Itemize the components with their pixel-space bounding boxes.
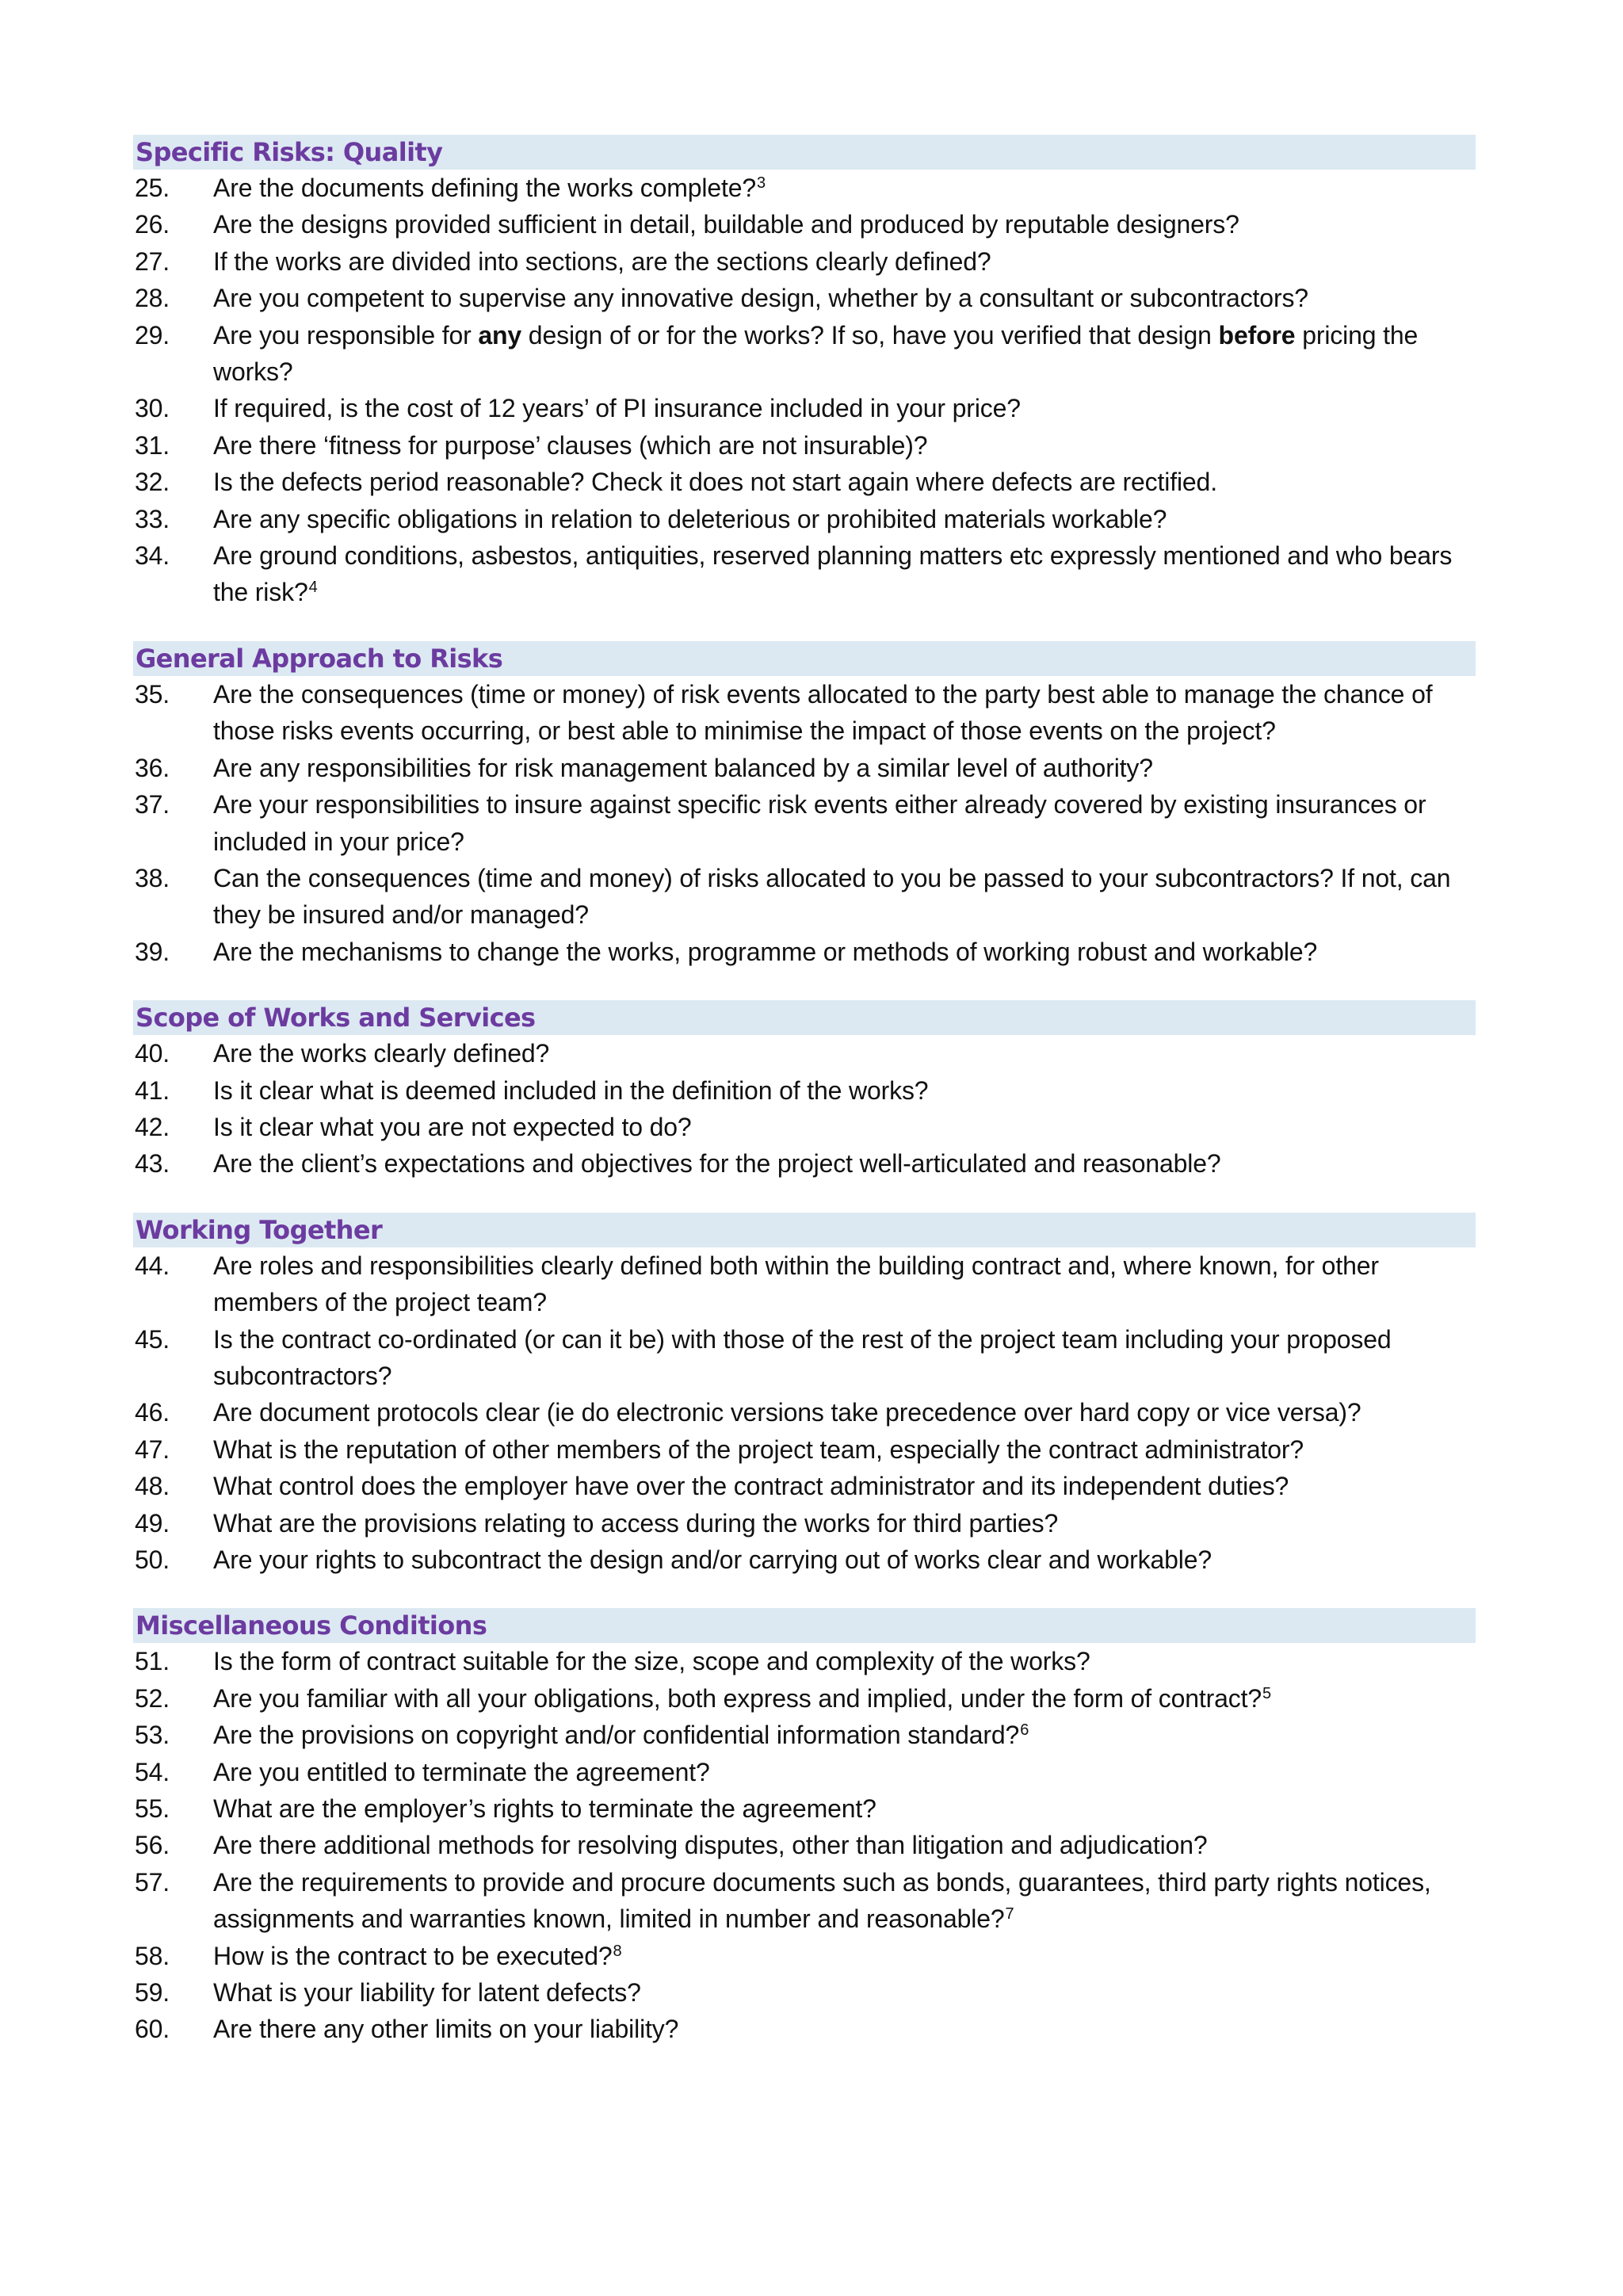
- question-number: 51.: [135, 1647, 170, 1676]
- question-text-run: Is the form of contract suitable for the size, scope and complexity of the works?: [213, 1647, 1090, 1676]
- question-number: 42.: [135, 1112, 170, 1141]
- question-text-run: Are there ‘fitness for purpose’ clauses (which are not insurable)?: [213, 430, 928, 460]
- question-text: [213, 1545, 1212, 1574]
- question-text-run: Are your responsibilities to insure against specific risk events either already covered by existing insurances or included in your price?: [213, 790, 1426, 856]
- question-text: [213, 1831, 1208, 1859]
- question-text: [213, 1325, 1392, 1390]
- question-text-run: Are the provisions on copyright and/or confidential information standard?: [213, 1721, 1020, 1750]
- question-item: [133, 1938, 1476, 1974]
- question-item: [133, 1145, 1476, 1182]
- question-text: [213, 1978, 641, 2007]
- question-text: [213, 2015, 678, 2043]
- question-text: [213, 1113, 692, 1141]
- question-item: [133, 501, 1476, 537]
- checklist-section: [133, 1608, 1476, 2047]
- question-text-run: Are document protocols clear (ie do electronic versions take precedence over hard copy or vice versa)?: [213, 1398, 1361, 1427]
- question-number: 54.: [135, 1757, 170, 1786]
- footnote-reference: 7: [1005, 1905, 1014, 1924]
- question-number: 36.: [135, 753, 170, 782]
- question-number: 59.: [135, 1978, 170, 2008]
- question-item: [133, 1505, 1476, 1541]
- question-text: [213, 468, 1217, 496]
- section-heading: Miscellaneous Conditions: [133, 1608, 1476, 1643]
- question-text: [213, 1942, 621, 1970]
- question-number: 45.: [135, 1324, 170, 1354]
- question-text-run: If required, is the cost of 12 years’ of PI insurance included in your price?: [213, 394, 1021, 423]
- question-list: [133, 1035, 1476, 1182]
- question-number: 31.: [135, 430, 170, 460]
- question-list: [133, 1643, 1476, 2047]
- question-item: [133, 1717, 1476, 1753]
- checklist-section: [133, 135, 1476, 611]
- checklist-section: [133, 641, 1476, 970]
- question-text-run: Are the works clearly defined?: [213, 1039, 550, 1068]
- question-text-run: Are any specific obligations in relation to deleterious or prohibited materials workable?: [213, 504, 1167, 533]
- question-text-run: pricing the works?: [213, 320, 1419, 387]
- question-text-run: What are the employer’s rights to terminate the agreement?: [213, 1794, 876, 1824]
- question-number: 49.: [135, 1508, 170, 1538]
- question-item: [133, 1072, 1476, 1109]
- question-text: [213, 1684, 1271, 1713]
- question-item: [133, 427, 1476, 464]
- question-text-run: Are any responsibilities for risk management balanced by a similar level of authority?: [213, 753, 1153, 782]
- question-text-run: Can the consequences (time and money) of risks allocated to you be passed to your subcontractors? If not, can they be insured and/or managed?: [213, 863, 1451, 930]
- question-text: [213, 1251, 1379, 1316]
- question-text-run: Are ground conditions, asbestos, antiquities, reserved planning matters etc expressly mentioned and who bears the risk?: [213, 541, 1453, 607]
- question-number: 26.: [135, 210, 170, 239]
- question-text: [213, 680, 1432, 745]
- question-item: [133, 1754, 1476, 1790]
- question-item: [133, 934, 1476, 970]
- question-text-run: Are the mechanisms to change the works, programme or methods of working robust and workable?: [213, 937, 1318, 966]
- checklist-section: [133, 1000, 1476, 1182]
- footnote-reference: 5: [1262, 1684, 1271, 1702]
- question-item: [133, 1541, 1476, 1578]
- question-text-run: Are the consequences (time or money) of risk events allocated to the party best able to manage the chance of those risks events occurring, or best able to minimise the impact of those events on the project?: [213, 679, 1433, 746]
- question-text: [213, 541, 1452, 606]
- question-number: 55.: [135, 1794, 170, 1824]
- checklist-section: [133, 1213, 1476, 1579]
- question-number: 43.: [135, 1149, 170, 1179]
- question-text: [213, 1758, 710, 1786]
- question-text-emphasis: before: [1218, 320, 1296, 350]
- question-number: 25.: [135, 174, 170, 202]
- question-text: [213, 174, 766, 202]
- question-text: [213, 321, 1418, 386]
- question-text: [213, 431, 927, 460]
- question-item: [133, 1035, 1476, 1072]
- question-item: [133, 1468, 1476, 1504]
- question-item: [133, 786, 1476, 860]
- question-text: [213, 790, 1426, 855]
- question-text-run: Are the requirements to provide and procure documents such as bonds, guarantees, third party rights notices, assignments and warranties known, limited in number and reasonable?: [213, 1867, 1431, 1934]
- question-number: 27.: [135, 246, 170, 276]
- question-item: [133, 1321, 1476, 1395]
- question-number: 60.: [135, 2015, 170, 2044]
- question-text: [213, 1076, 928, 1105]
- question-item: [133, 1864, 1476, 1938]
- question-number: 56.: [135, 1831, 170, 1860]
- question-text-run: What control does the employer have over the contract administrator and its independent duties?: [213, 1472, 1289, 1501]
- question-number: 34.: [135, 541, 170, 571]
- question-item: [133, 1109, 1476, 1145]
- question-text-run: Are roles and responsibilities clearly defined both within the building contract and, where known, for other members of the project team?: [213, 1251, 1379, 1317]
- question-text-run: What are the provisions relating to access during the works for third parties?: [213, 1508, 1059, 1538]
- question-text: [213, 1794, 876, 1823]
- question-item: [133, 464, 1476, 500]
- question-text: [213, 754, 1153, 782]
- question-item: [133, 1827, 1476, 1863]
- question-item: [133, 1790, 1476, 1827]
- question-number: 53.: [135, 1721, 170, 1750]
- question-number: 35.: [135, 679, 170, 709]
- question-text-run: Are the client’s expectations and objectives for the project well-articulated and reasonable?: [213, 1149, 1221, 1179]
- question-item: [133, 537, 1476, 611]
- question-item: [133, 390, 1476, 426]
- question-text-run: Are there additional methods for resolving disputes, other than litigation and adjudication?: [213, 1831, 1208, 1860]
- section-heading: Scope of Works and Services: [133, 1000, 1476, 1035]
- question-number: 29.: [135, 320, 170, 350]
- question-text-run: Are your rights to subcontract the design and/or carrying out of works clear and workable?: [213, 1545, 1212, 1574]
- question-text: [213, 505, 1167, 533]
- question-text: [213, 1509, 1058, 1538]
- question-number: 39.: [135, 937, 170, 966]
- question-item: [133, 1247, 1476, 1321]
- question-text: [213, 1435, 1304, 1464]
- question-number: 33.: [135, 504, 170, 533]
- footnote-reference: 3: [757, 174, 766, 192]
- section-heading: Working Together: [133, 1213, 1476, 1247]
- question-text-run: What is your liability for latent defects?: [213, 1978, 641, 2008]
- question-item: [133, 1394, 1476, 1431]
- question-item: [133, 317, 1476, 391]
- question-list: [133, 676, 1476, 970]
- question-number: 30.: [135, 394, 170, 423]
- question-text-run: If the works are divided into sections, are the sections clearly defined?: [213, 246, 991, 276]
- question-item: [133, 206, 1476, 243]
- question-number: 38.: [135, 863, 170, 892]
- question-text: [213, 1472, 1289, 1500]
- question-text-run: Is it clear what is deemed included in the definition of the works?: [213, 1075, 929, 1105]
- footnote-reference: 4: [308, 579, 318, 597]
- question-text-run: Are you entitled to terminate the agreement?: [213, 1757, 710, 1786]
- question-item: [133, 860, 1476, 934]
- question-text-run: Is the contract co-ordinated (or can it be) with those of the rest of the project team including your proposed subcontractors?: [213, 1324, 1392, 1390]
- question-number: 37.: [135, 790, 170, 819]
- question-number: 32.: [135, 468, 170, 497]
- question-text: [213, 210, 1239, 239]
- question-text-run: Are you responsible for: [213, 320, 479, 350]
- question-text: [213, 1149, 1221, 1178]
- footnote-reference: 6: [1020, 1721, 1029, 1740]
- question-text: [213, 1398, 1361, 1427]
- question-item: [133, 676, 1476, 750]
- question-number: 48.: [135, 1472, 170, 1501]
- question-text-run: Are the documents defining the works complete?: [213, 174, 757, 202]
- question-text: [213, 247, 991, 276]
- question-list: [133, 1247, 1476, 1579]
- question-item: [133, 2011, 1476, 2047]
- question-item: [133, 1680, 1476, 1717]
- question-text: [213, 284, 1308, 312]
- footnote-reference: 8: [613, 1942, 622, 1960]
- question-number: 40.: [135, 1039, 170, 1068]
- question-text-run: Is the defects period reasonable? Check it does not start again where defects are rectified.: [213, 468, 1217, 497]
- question-text-run: Are you competent to supervise any innovative design, whether by a consultant or subcontractors?: [213, 284, 1308, 313]
- question-text-run: Are there any other limits on your liability?: [213, 2015, 679, 2044]
- question-item: [133, 280, 1476, 316]
- question-text-run: Are the designs provided sufficient in detail, buildable and produced by reputable designers?: [213, 210, 1239, 239]
- question-item: [133, 750, 1476, 786]
- checklist-content: [133, 135, 1476, 2078]
- question-item: [133, 170, 1476, 206]
- question-text-run: design of or for the works? If so, have you verified that design: [521, 320, 1219, 350]
- question-item: [133, 1974, 1476, 2011]
- question-item: [133, 1431, 1476, 1468]
- question-text: [213, 1647, 1090, 1675]
- section-heading: Specific Risks: Quality: [133, 135, 1476, 170]
- question-text-run: Are you familiar with all your obligations, both express and implied, under the form of contract?: [213, 1683, 1262, 1713]
- question-number: 47.: [135, 1435, 170, 1464]
- question-text-run: How is the contract to be executed?: [213, 1941, 613, 1970]
- question-text: [213, 938, 1317, 966]
- question-number: 57.: [135, 1867, 170, 1897]
- question-item: [133, 243, 1476, 280]
- question-number: 28.: [135, 284, 170, 313]
- question-number: 44.: [135, 1251, 170, 1280]
- question-text: [213, 1721, 1029, 1749]
- question-number: 46.: [135, 1398, 170, 1427]
- question-text-run: Is it clear what you are not expected to do?: [213, 1112, 692, 1141]
- question-list: [133, 170, 1476, 611]
- question-text: [213, 864, 1450, 929]
- question-number: 58.: [135, 1941, 170, 1970]
- question-item: [133, 1643, 1476, 1679]
- section-heading: General Approach to Risks: [133, 641, 1476, 676]
- question-number: 50.: [135, 1545, 170, 1574]
- question-text-emphasis: any: [478, 320, 522, 350]
- question-text: [213, 1039, 549, 1068]
- question-text-run: What is the reputation of other members of the project team, especially the contract administrator?: [213, 1435, 1304, 1464]
- question-text: [213, 1868, 1431, 1933]
- question-text: [213, 394, 1021, 422]
- question-number: 52.: [135, 1683, 170, 1713]
- question-number: 41.: [135, 1075, 170, 1105]
